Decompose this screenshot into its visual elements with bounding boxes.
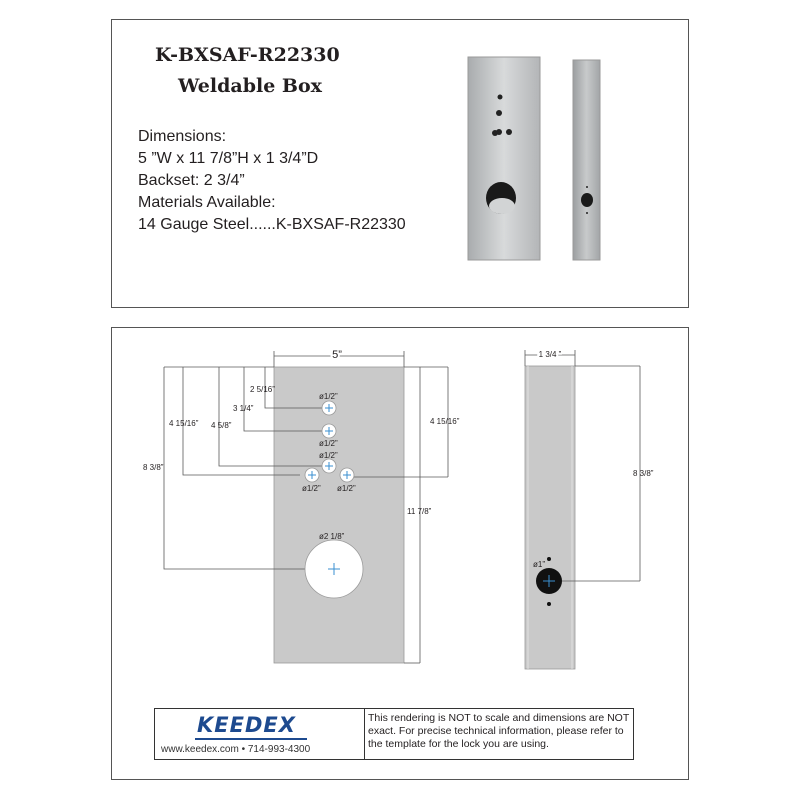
dim-11-7-8: 11 7/8” [407, 507, 432, 516]
product-name-title: Weldable Box [178, 75, 322, 97]
product-code-title: K-BXSAF-R22330 [155, 44, 340, 66]
hole-label-5: ø1/2” [337, 484, 356, 493]
width-label: 5” [332, 349, 342, 361]
dim-4-15-16-left: 4 15/16” [169, 419, 199, 428]
materials-label: Materials Available: [138, 194, 276, 211]
hole-large-label: ø2 1/8” [319, 532, 345, 541]
front-plate [274, 367, 404, 663]
hole-label-3: ø1/2” [319, 451, 338, 460]
dim-2-5-16: 2 5/16” [250, 385, 275, 394]
dim-3-1-4: 3 1/4” [233, 404, 254, 413]
depth-label: 1 3/4 ” [538, 350, 562, 359]
dimensions-label: Dimensions: [138, 128, 227, 145]
hole-label-4: ø1/2” [302, 484, 321, 493]
footer-box [154, 708, 634, 760]
logo-underline [195, 738, 307, 740]
hole-label-1: ø1/2” [319, 392, 338, 401]
contact-info: www.keedex.com • 714-993-4300 [161, 744, 311, 755]
dimensions-value: 5 ”W x 11 7/8”H x 1 3/4”D [138, 150, 319, 167]
backset-value: Backset: 2 3/4” [138, 172, 245, 189]
dim-8-3-8-side: 8 3/8” [633, 469, 654, 478]
materials-value: 14 Gauge Steel......K-BXSAF-R22330 [138, 216, 406, 233]
side-plate [525, 366, 575, 669]
footer-brand-cell [155, 709, 365, 759]
keedex-logo: KEEDEX [197, 713, 296, 737]
disclaimer-text: This rendering is NOT to scale and dimensions are NOT exact. For precise technical information, please refer to the template for the lock you are using. [368, 712, 630, 750]
dim-8-3-8-left: 8 3/8” [143, 463, 164, 472]
side-hole-label: ø1” [533, 560, 545, 569]
dim-4-15-16-right: 4 15/16” [430, 417, 460, 426]
hole-label-2: ø1/2” [319, 439, 338, 448]
dim-4-5-8: 4 5/8” [211, 421, 232, 430]
